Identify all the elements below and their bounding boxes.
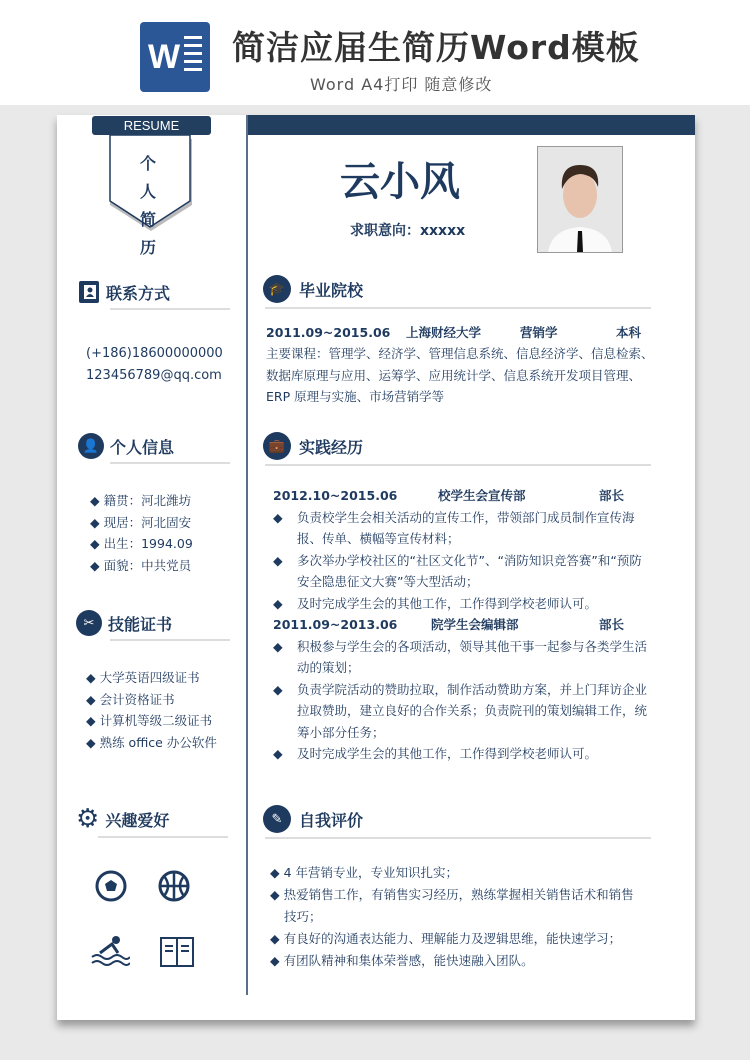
- section-title: 技能证书: [108, 614, 173, 634]
- personal-list: [90, 490, 193, 576]
- divider: [110, 308, 230, 310]
- list-item: ◆ 及时完成学生会的其他工作，工作得到学校老师认可。: [273, 743, 648, 765]
- job-duty: 及时完成学生会的其他工作，工作得到学校老师认可。: [297, 746, 598, 761]
- list-item: ◆ 负责学院活动的赞助拉取，制作活动赞助方案，并上门拜访企业拉取赞助，建立良好的合作关系；负责院刊的策划编辑工作，统筹小部分任务；: [273, 679, 648, 744]
- job-org: 院学生会编辑部: [431, 617, 519, 632]
- list-item: ◆ 多次举办学校社区的“社区文化节”、“消防知识竞答赛”和“预防安全隐患征文大赛”等大型活动；: [273, 550, 648, 593]
- job-period: 2012.10~2015.06: [273, 488, 398, 503]
- section-hobbies-heading: [76, 806, 169, 832]
- section-title: 联系方式: [106, 283, 171, 303]
- resume-tag: RESUME: [92, 116, 211, 135]
- banner-title: 简洁应届生简历Word模板: [232, 28, 640, 67]
- job-intent: 求职意向：xxxxx: [350, 223, 466, 239]
- job-duty: 及时完成学生会的其他工作，工作得到学校老师认可。: [297, 595, 598, 611]
- badge-line: 简 历: [139, 210, 164, 257]
- section-education-heading: [263, 275, 363, 303]
- education-school: 上海财经大学: [406, 325, 482, 340]
- email[interactable]: 123456789@qq.com: [86, 368, 222, 383]
- divider: [98, 836, 228, 838]
- list-item: ◆ 熟练 office 办公软件: [86, 734, 217, 750]
- contact-info: [86, 343, 223, 387]
- graduation-cap-icon: 🎓: [263, 275, 291, 303]
- job-role: 部长: [599, 488, 625, 503]
- job-period: 2011.09~2013.06: [273, 617, 398, 632]
- list-item: ◆ 及时完成学生会的其他工作，工作得到学校老师认可。: [273, 593, 648, 615]
- section-title: 兴趣爱好: [105, 810, 170, 830]
- list-item: ◆ 会计资格证书: [86, 691, 175, 707]
- job-duty: 多次举办学校社区的“社区文化节”、“消防知识竞答赛”和“预防安全隐患征文大赛”等大型活动；: [297, 552, 642, 589]
- list-item: ◆ 现居：河北固安: [90, 514, 192, 530]
- phone: (+186)18600000000: [86, 346, 223, 361]
- job-header: [273, 485, 648, 507]
- basketball-icon: [158, 870, 190, 902]
- education-major: 营销学: [520, 325, 558, 340]
- list-item: ◆ 出生：1994.09: [90, 536, 193, 551]
- badge-line: 个 人: [139, 154, 164, 201]
- column-divider: [246, 115, 248, 995]
- gear-icon: ⚙: [76, 804, 100, 834]
- profile-photo: [537, 146, 623, 253]
- candidate-name: 云小风: [340, 159, 460, 205]
- word-logo-icon: [140, 22, 210, 92]
- book-icon: [160, 937, 194, 967]
- section-title: 个人信息: [110, 437, 175, 457]
- self-list: [270, 862, 638, 972]
- education-period: 2011.09~2015.06: [266, 325, 391, 340]
- list-item: ◆ 积极参与学生会的各项活动，领导其他干事一起参与各类学生活动的策划；: [273, 636, 648, 679]
- person-photo-icon: [538, 147, 622, 252]
- list-item: ◆ 面貌：中共党员: [90, 557, 192, 573]
- edit-pencil-icon: ✎: [263, 805, 291, 833]
- skills-list: [86, 667, 217, 753]
- job-org: 校学生会宣传部: [438, 488, 526, 503]
- job-duty: 负责学院活动的赞助拉取，制作活动赞助方案，并上门拜访企业拉取赞助，建立良好的合作关系；负责院刊的策划编辑工作，统筹小部分任务；: [297, 681, 648, 740]
- section-title: 自我评价: [299, 810, 364, 830]
- section-title: 毕业院校: [299, 280, 364, 300]
- education-courses: 主要课程：管理学、经济学、管理信息系统、信息经济学、信息检索、数据库原理与应用、运筹学、应用统计学、信息系统开发项目管理、ERP 原理与实施、市场营销学等: [266, 346, 654, 404]
- section-contact-heading: [78, 280, 170, 304]
- list-item: ◆ 有良好的沟通表达能力、理解能力及逻辑思维，能快速学习；: [270, 931, 622, 946]
- user-icon: 👤: [78, 433, 104, 459]
- section-self-heading: [263, 805, 363, 833]
- divider: [265, 464, 651, 466]
- practice-list: [273, 485, 648, 765]
- divider: [265, 307, 651, 309]
- divider: [110, 639, 230, 641]
- divider: [265, 837, 651, 839]
- banner-subtitle: Word A4打印 随意修改: [310, 75, 493, 94]
- tools-icon: ✂: [76, 610, 102, 636]
- list-item: ◆ 有团队精神和集体荣誉感，能快速融入团队。: [270, 953, 534, 968]
- job-duty: 负责校学生会相关活动的宣传工作，带领部门成员制作宣传海报、传单、横幅等宣传材料；: [297, 509, 635, 546]
- section-title: 实践经历: [299, 437, 364, 457]
- section-practice-heading: [263, 432, 363, 460]
- list-item: ◆ 4 年营销专业，专业知识扎实；: [270, 865, 459, 880]
- job-duty: 积极参与学生会的各项活动，领导其他干事一起参与各类学生活动的策划；: [297, 638, 648, 675]
- list-item: ◆ 大学英语四级证书: [86, 670, 200, 685]
- contact-book-icon: [78, 280, 100, 304]
- briefcase-icon: 💼: [263, 432, 291, 460]
- swimming-icon: [90, 935, 130, 967]
- football-icon: [95, 870, 127, 902]
- top-bar: [248, 115, 695, 135]
- section-skills-heading: [76, 610, 172, 636]
- list-item: ◆ 负责校学生会相关活动的宣传工作，带领部门成员制作宣传海报、传单、横幅等宣传材料；: [273, 507, 648, 550]
- list-item: ◆ 籍贯：河北潍坊: [90, 493, 192, 508]
- word-logo-letter: W: [147, 37, 181, 76]
- list-item: ◆ 热爱销售工作，有销售实习经历，熟练掌握相关销售话术和销售技巧；: [270, 887, 634, 924]
- job-role: 部长: [599, 617, 625, 632]
- education-degree: 本科: [616, 325, 642, 340]
- job-header: [273, 614, 648, 636]
- badge-text: [122, 150, 182, 262]
- divider: [110, 462, 230, 464]
- list-item: ◆ 计算机等级二级证书: [86, 713, 213, 728]
- section-personal-heading: [78, 433, 174, 459]
